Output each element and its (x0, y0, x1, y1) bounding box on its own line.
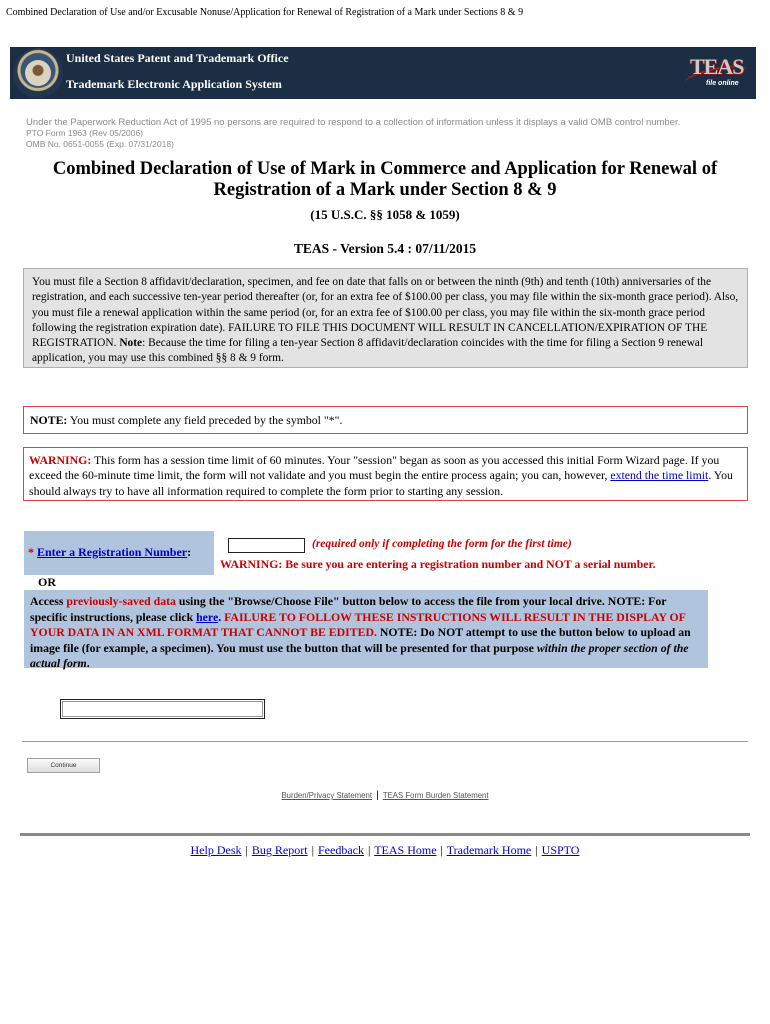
registration-number-input[interactable] (228, 538, 305, 553)
note-box (23, 406, 748, 434)
page-title: Combined Declaration of Use of Mark in Commerce and Application for Renewal of Registration of a Mark under Section 8 & 9 (52, 159, 718, 200)
file-chooser-input[interactable] (60, 699, 265, 719)
feedback-link[interactable]: Feedback (318, 843, 364, 857)
footer-links (0, 790, 770, 801)
note-text: You must complete any field preceded by the symbol "*". (67, 413, 343, 427)
teas-home-link[interactable]: TEAS Home (374, 843, 437, 857)
eagle-icon (25, 60, 51, 86)
filing-info-part-a: You must file a Section 8 affidavit/declaration, specimen, and fee on date that falls on or between the ninth (9th) and tenth (10th) anniversaries of the registration, and each successive ten-year period thereafter (or, for an extra fee of $100.00 per class, you may file within the six-month grace period). Also, you must file a renewal application within the same period (or, for an extra fee of $100.00 per class, you may file within the six-month grace period following the registration expiration date). FAILURE TO FILE THIS DOCUMENT WILL RESULT IN CANCELLATION/EXPIRATION OF THE REGISTRATION. (32, 276, 739, 350)
instructions-here-link[interactable]: here (196, 609, 219, 624)
registration-warning: WARNING: Be sure you are entering a registration number and NOT a serial number. (220, 557, 656, 571)
warning-text-a: This form has a session time limit of 60 minutes. Your "session" began as soon as you accessed this initial Form Wizard page. If you exceed the 60-minute time limit, the form will not validate and you must begin the entire process again; you can, however, (29, 453, 720, 483)
nav-separator: | (535, 843, 538, 857)
continue-button[interactable]: Continue (27, 758, 100, 773)
access-text-5: FAILURE TO FOLLOW THESE INSTRUCTIONS WILL RESULT IN THE DISPLAY OF YOUR DATA IN AN XML FORMAT THAT CANNOT BE EDITED. (30, 609, 686, 640)
registration-label (28, 545, 191, 560)
uspto-seal-icon (13, 48, 63, 98)
access-text-6: NOTE: Do NOT attempt to use the button below to upload an image file (for example, a specimen). You must use the button that will be presented for that purpose (30, 625, 691, 655)
pto-form-number: PTO Form 1963 (Rev 05/2006) (26, 128, 144, 138)
nav-separator: | (245, 843, 248, 857)
note-label: NOTE: (30, 413, 68, 427)
filing-info-part-b: : Because the time for filing a ten-year Section 8 affidavit/declaration coincides with the time for filing a Section 9 renewal application, you may use this combined §§ 8 & 9 form. (32, 337, 704, 365)
filing-info-text (32, 275, 739, 367)
help-desk-link[interactable]: Help Desk (190, 843, 242, 857)
access-text-8: . (86, 656, 90, 671)
registration-number-help-link[interactable]: Enter a Registration Number (37, 545, 188, 559)
teas-logo (680, 52, 756, 94)
access-text-7: within the proper section of the actual form (30, 640, 689, 671)
nav-separator: | (440, 843, 443, 857)
document-title: Combined Declaration of Use and/or Excusable Nonuse/Application for Renewal of Registration of a Mark under Sections 8 & 9 (6, 7, 524, 18)
uspto-link[interactable]: USPTO (541, 843, 580, 857)
system-name: Trademark Electronic Application System (66, 77, 282, 91)
or-label: OR (38, 575, 56, 589)
divider (22, 741, 748, 742)
divider (20, 833, 750, 836)
required-star: * (28, 545, 34, 559)
burden-privacy-link[interactable]: Burden/Privacy Statement (281, 791, 373, 800)
access-text-1: Access (30, 594, 67, 608)
warning-box (23, 447, 748, 501)
access-text-4: . (218, 609, 225, 624)
bottom-nav (0, 843, 770, 858)
teas-logo-text: TEAS (690, 54, 744, 79)
access-text-3: using the "Browse/Choose File" button below to access the file from your local drive. NOTE: For specific instructions, please click (30, 594, 667, 624)
registration-required-note: (required only if completing the form for the first time) (312, 538, 572, 550)
access-text-2: previously-saved data (66, 594, 176, 608)
filing-info-box (23, 268, 748, 368)
footer-separator: | (376, 790, 379, 801)
registration-label-colon: : (187, 545, 192, 559)
office-name: United States Patent and Trademark Office (66, 51, 289, 65)
teas-logo-subtext: file online (706, 80, 739, 87)
filing-info-note-label: Note (119, 337, 143, 350)
bug-report-link[interactable]: Bug Report (251, 843, 308, 857)
nav-separator: | (367, 843, 371, 857)
warning-label: WARNING: (29, 453, 92, 467)
warning-text-b: . You should always try to have all information required to complete the form prior to starting any session. (29, 468, 733, 498)
pra-notice: Under the Paperwork Reduction Act of 1995 no persons are required to respond to a collection of information unless it displays a valid OMB control number. (26, 117, 681, 128)
saved-data-instructions (24, 590, 708, 671)
omb-number: OMB No. 0651-0055 (Exp. 07/31/2018) (26, 139, 174, 149)
extend-time-limit-link[interactable]: extend the time limit (610, 468, 709, 483)
nav-separator: | (311, 843, 314, 857)
trademark-home-link[interactable]: Trademark Home (446, 843, 532, 857)
teas-burden-link[interactable]: TEAS Form Burden Statement (382, 791, 489, 800)
usc-citation: (15 U.S.C. §§ 1058 & 1059) (310, 207, 460, 222)
version-label: TEAS - Version 5.4 : 07/11/2015 (293, 241, 477, 256)
